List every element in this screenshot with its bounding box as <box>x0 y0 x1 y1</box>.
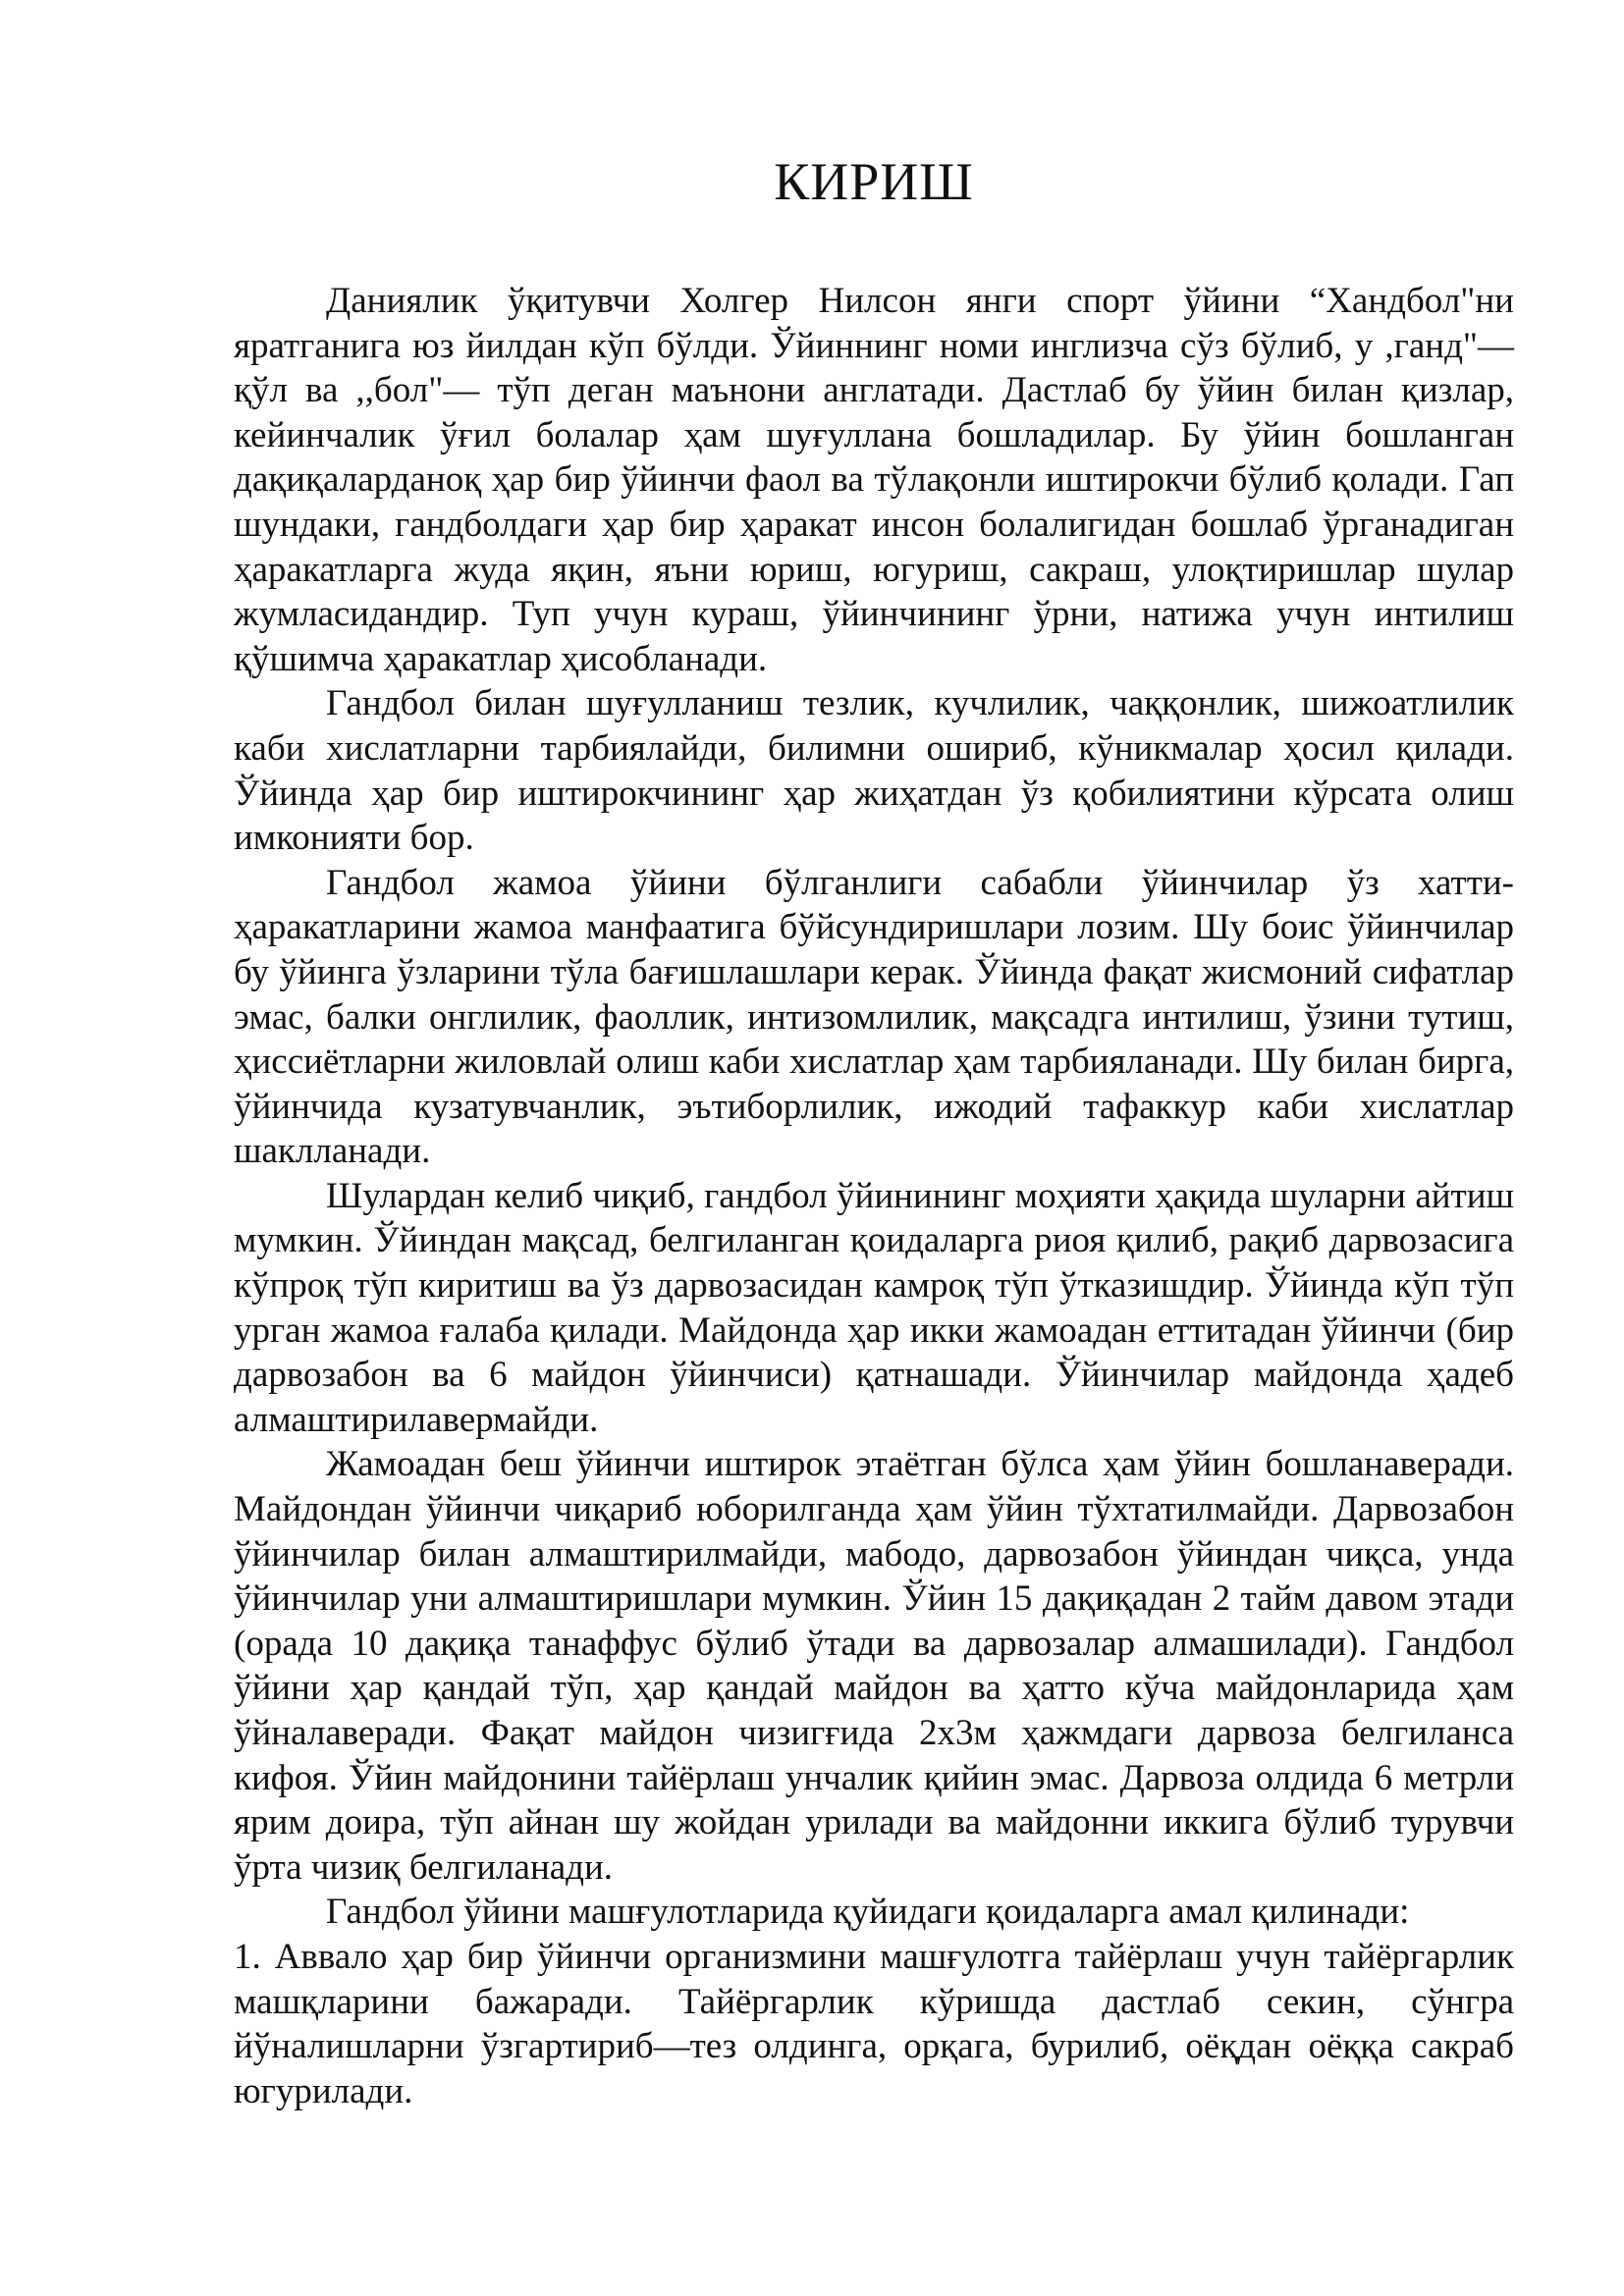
paragraph-qualities: Гандбол билан шуғулланиш тезлик, кучлилик, чаққонлик, шижоатлилик каби хислатларни тарбиялайди, билимни ошириб, кўникмалар ҳосил қилади. Ўйинда ҳар бир иштирокчининг ҳар жиҳатдан ўз қобилиятини кўрсата олиш имконияти бор. <box>234 683 1514 859</box>
paragraph-team-game: Гандбол жамоа ўйини бўлганлиги сабабли ўйинчилар ўз хатти-ҳаракатларини жамоа манфаатига бўйсундиришлари лозим. Шу боис ўйинчилар бу ўйинга ўзларини тўла бағишлашлари керак. Ўйинда фақат жисмоний сифатлар эмас, балки онглилик, фаоллик, интизомлилик, мақсадга интилиш, ўзини тутиш, ҳиссиётларни жиловлай олиш каби хислатлар ҳам тарбияланади. Шу билан бирга, ўйинчида кузатувчанлик, эътиборлилик, ижодий тафаккур каби хислатлар шаклланади. <box>234 862 1514 1172</box>
document-page <box>234 147 1514 2113</box>
page-title: КИРИШ <box>774 152 974 211</box>
paragraph-game-essence: Шулардан келиб чиқиб, гандбол ўйинининг моҳияти ҳақида шуларни айтиш мумкин. Ўйиндан мақсад, белгиланган қоидаларга риоя қилиб, рақиб дарвозасига кўпроқ тўп киритиш ва ўз дарвозасидан камроқ тўп ўтказишдир. Ўйинда кўп тўп урган жамоа ғалаба қилади. Майдонда ҳар икки жамоадан еттитадан ўйинчи (бир дарвозабон ва 6 майдон ўйинчиси) қатнашади. Ўйинчилар майдонда ҳадеб алмаштирилавермайди. <box>234 1175 1514 1440</box>
paragraph-game-rules: Жамоадан беш ўйинчи иштирок этаётган бўлса ҳам ўйин бошланаверади. Майдондан ўйинчи чиқариб юборилганда ҳам ўйин тўхтатилмайди. Дарвозабон ўйинчилар билан алмаштирилмайди, мабодо, дарвозабон ўйиндан чиқса, унда ўйинчилар уни алмаштиришлари мумкин. Ўйин 15 дақиқадан 2 тайм давом этади (орада 10 дақиқа танаффус бўлиб ўтади ва дарвозалар алмашилади). Гандбол ўйини ҳар қандай тўп, ҳар қандай майдон ва ҳатто кўча майдонларида ҳам ўйналаверади. Фақат майдон чизигғида 2х3м ҳажмдаги дарвоза белгиланса кифоя. Ўйин майдонини тайёрлаш унчалик қийин эмас. Дарвоза олдида 6 метрли ярим доира, тўп айнан шу жойдан урилади ва майдонни иккига бўлиб турувчи ўрта чизиқ белгиланади. <box>234 1444 1514 1888</box>
paragraph-training-rules-intro: Гандбол ўйини машғулотларида қуйидаги қоидаларга амал қилинади: <box>326 1892 1410 1933</box>
list-item: 1. Аввало ҳар бир ўйинчи организмини машғулотга тайёрлаш учун тайёргарлик машқларини бажаради. Тайёргарлик кўришда дастлаб секин, сўнгра йўналишларни ўзгартириб—тез олдинга, орқага, бурилиб, оёқдан оёққа сакраб югурилади. <box>234 1936 1514 2111</box>
paragraph-intro: Даниялик ўқитувчи Холгер Нилсон янги спорт ўйини “Хандбол"ни яратганига юз йилдан кўп бўлди. Ўйиннинг номи инглизча сўз бўлиб, у ,ганд"— қўл ва ,,бол"— тўп деган маънони англатади. Дастлаб бу ўйин билан қизлар, кейинчалик ўғил болалар ҳам шуғуллана бошладилар. Бу ўйин бошланган дақиқаларданоқ ҳар бир ўйинчи фаол ва тўлақонли иштирокчи бўлиб қолади. Гап шундаки, гандболдаги ҳар бир ҳаракат инсон болалигидан бошлаб ўрганадиган ҳаракатларга жуда яқин, яъни юриш, югуриш, сакраш, улоқтиришлар шулар жумласидандир. Туп учун кураш, ўйинчининг ўрни, натижа учун интилиш қўшимча ҳаракатлар ҳисобланади. <box>234 281 1514 679</box>
